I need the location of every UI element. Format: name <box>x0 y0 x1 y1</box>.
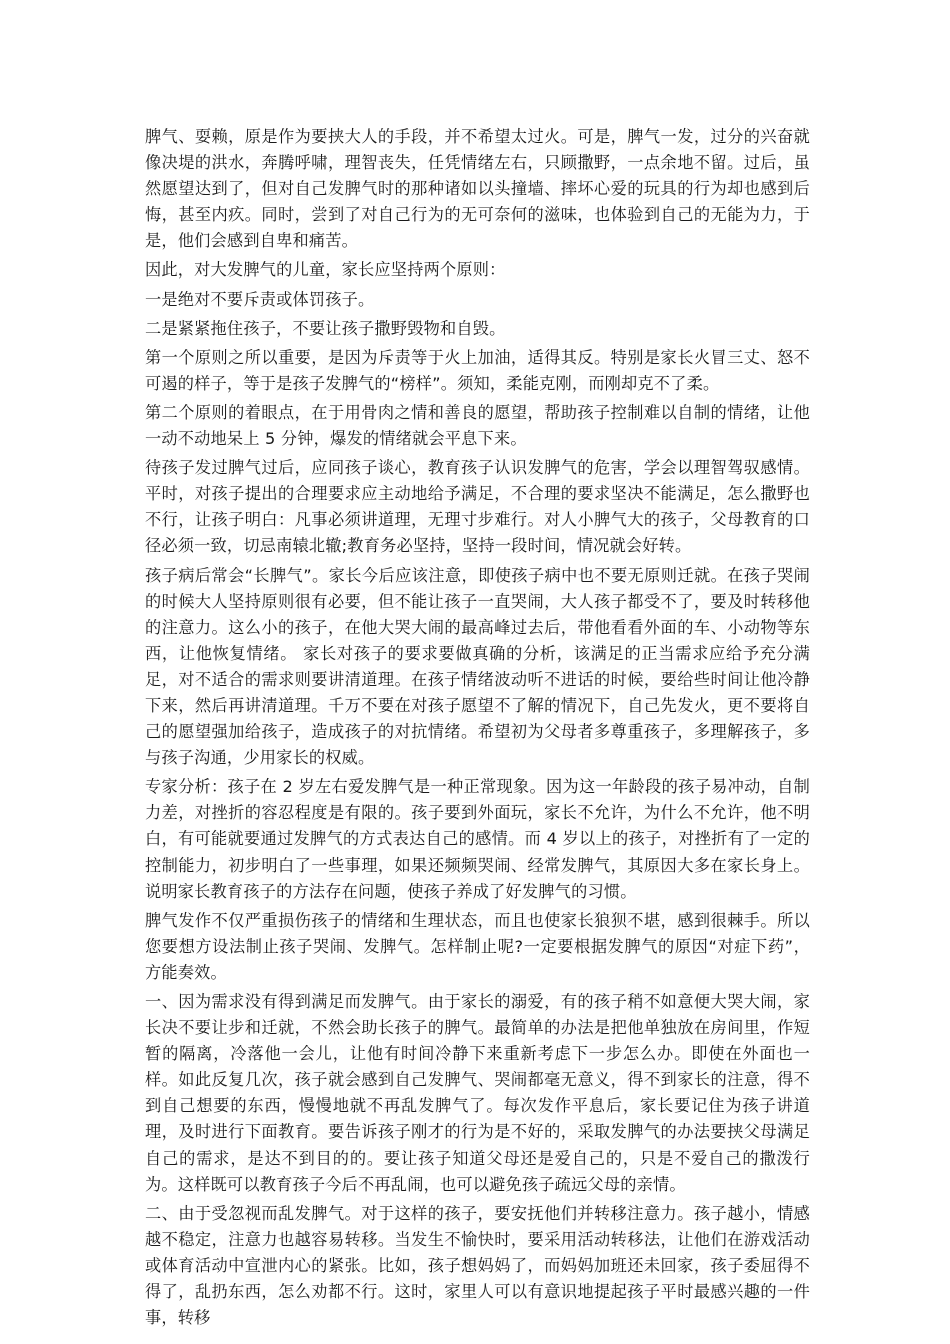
paragraph: 因此，对大发脾气的儿童，家长应坚持两个原则： <box>145 260 506 280</box>
document-body <box>145 124 810 1334</box>
paragraph: 一是绝对不要斥责或体罚孩子。 <box>145 289 375 309</box>
paragraph: 专家分析：孩子在 2 岁左右爱发脾气是一种正常现象。因为这一年龄段的孩子易冲动，自制力差，对挫折的容忍程度是有限的。孩子要到外面玩，家长不允许，为什么不允许，他不明白，有可能就要通过发脾气的方式表达自己的感情。而 4 岁以上的孩子，对挫折有了一定的控制能力，初步明白了一些事理，如果还频频哭闹、经常发脾气，其原因大多在家长身上。说明家长教育孩子的方法存在问题，使孩子养成了好发脾气的习惯。 <box>145 777 810 901</box>
paragraph: 一、因为需求没有得到满足而发脾气。由于家长的溺爱，有的孩子稍不如意便大哭大闹，家长决不要让步和迁就，不然会助长孩子的脾气。最简单的办法是把他单独放在房间里，作短暂的隔离，冷落他一会儿，让他有时间冷静下来重新考虑下一步怎么办。即使在外面也一样。如此反复几次，孩子就会感到自己发脾气、哭闹都毫无意义，得不到家长的注意，得不到自己想要的东西，慢慢地就不再乱发脾气了。每次发作平息后，家长要记住为孩子讲道理，及时进行下面教育。要告诉孩子刚才的行为是不好的，采取发脾气的办法要挟父母满足自己的需求，是达不到目的的。要让孩子知道父母还是爱自己的，只是不爱自己的撒泼行为。这样既可以教育孩子今后不再乱闹，也可以避免孩子疏远父母的亲情。 <box>145 992 810 1194</box>
paragraph: 待孩子发过脾气过后，应同孩子谈心，教育孩子认识发脾气的危害，学会以理智驾驭感情。平时，对孩子提出的合理要求应主动地给予满足，不合理的要求坚决不能满足，怎么撒野也不行，让孩子明白：凡事必须讲道理，无理寸步难行。对人小脾气大的孩子，父母教育的口径必须一致，切忌南辕北辙;教育务必坚持，坚持一段时间，情况就会好转。 <box>145 458 810 556</box>
paragraph: 第二个原则的着眼点，在于用骨肉之情和善良的愿望，帮助孩子控制难以自制的情绪，让他一动不动地呆上 5 分钟，爆发的情绪就会平息下来。 <box>145 402 810 449</box>
paragraph: 第一个原则之所以重要，是因为斥责等于火上加油，适得其反。特别是家长火冒三丈、怒不可遏的样子，等于是孩子发脾气的“榜样”。须知，柔能克刚，而刚却克不了柔。 <box>145 347 810 393</box>
paragraph: 二、由于受忽视而乱发脾气。对于这样的孩子，要安抚他们并转移注意力。孩子越小，情感越不稳定，注意力也越容易转移。当发生不愉快时，要采用活动转移法，让他们在游戏活动或体育活动中宣泄内心的紧张。比如，孩子想妈妈了，而妈妈加班还未回家，孩子委屈得不得了，乱扔东西，怎么劝都不行。这时，家里人可以有意识地提起孩子平时最感兴趣的一件事，转移 <box>145 1203 810 1328</box>
paragraph: 孩子病后常会“长脾气”。家长今后应该注意，即使孩子病中也不要无原则迁就。在孩子哭闹的时候大人坚持原则很有必要，但不能让孩子一直哭闹，大人孩子都受不了，要及时转移他的注意力。这么小的孩子，在他大哭大闹的最高峰过去后，带他看看外面的车、小动物等东西，让他恢复情绪。 家长对孩子的要求要做真确的分析，该满足的正当需求应给予充分满足，对不适合的需求则要讲清道理。在孩子情绪波动听不进话的时候，要给些时间让他冷静下来，然后再讲清道理。千万不要在对孩子愿望不了解的情况下，自己先发火，更不要将自己的愿望强加给孩子，造成孩子的对抗情绪。希望初为父母者多尊重孩子，多理解孩子，多与孩子沟通，少用家长的权威。 <box>145 565 810 768</box>
paragraph: 脾气、耍赖，原是作为要挟大人的手段，并不希望太过火。可是，脾气一发，过分的兴奋就像决堤的洪水，奔腾呼啸，理智丧失，任凭情绪左右，只顾撒野，一点余地不留。过后，虽然愿望达到了，但对自己发脾气时的那种诸如以头撞墙、摔坏心爱的玩具的行为却也感到后悔，甚至内疚。同时，尝到了对自己行为的无可奈何的滋味，也体验到自己的无能为力，于是，他们会感到自卑和痛苦。 <box>145 127 810 251</box>
paragraph: 脾气发作不仅严重损伤孩子的情绪和生理状态，而且也使家长狼狈不堪，感到很棘手。所以您要想方设法制止孩子哭闹、发脾气。怎样制止呢?一定要根据发脾气的原因“对症下药”，方能奏效。 <box>145 910 810 982</box>
paragraph: 二是紧紧拖住孩子，不要让孩子撒野毁物和自毁。 <box>145 318 506 338</box>
